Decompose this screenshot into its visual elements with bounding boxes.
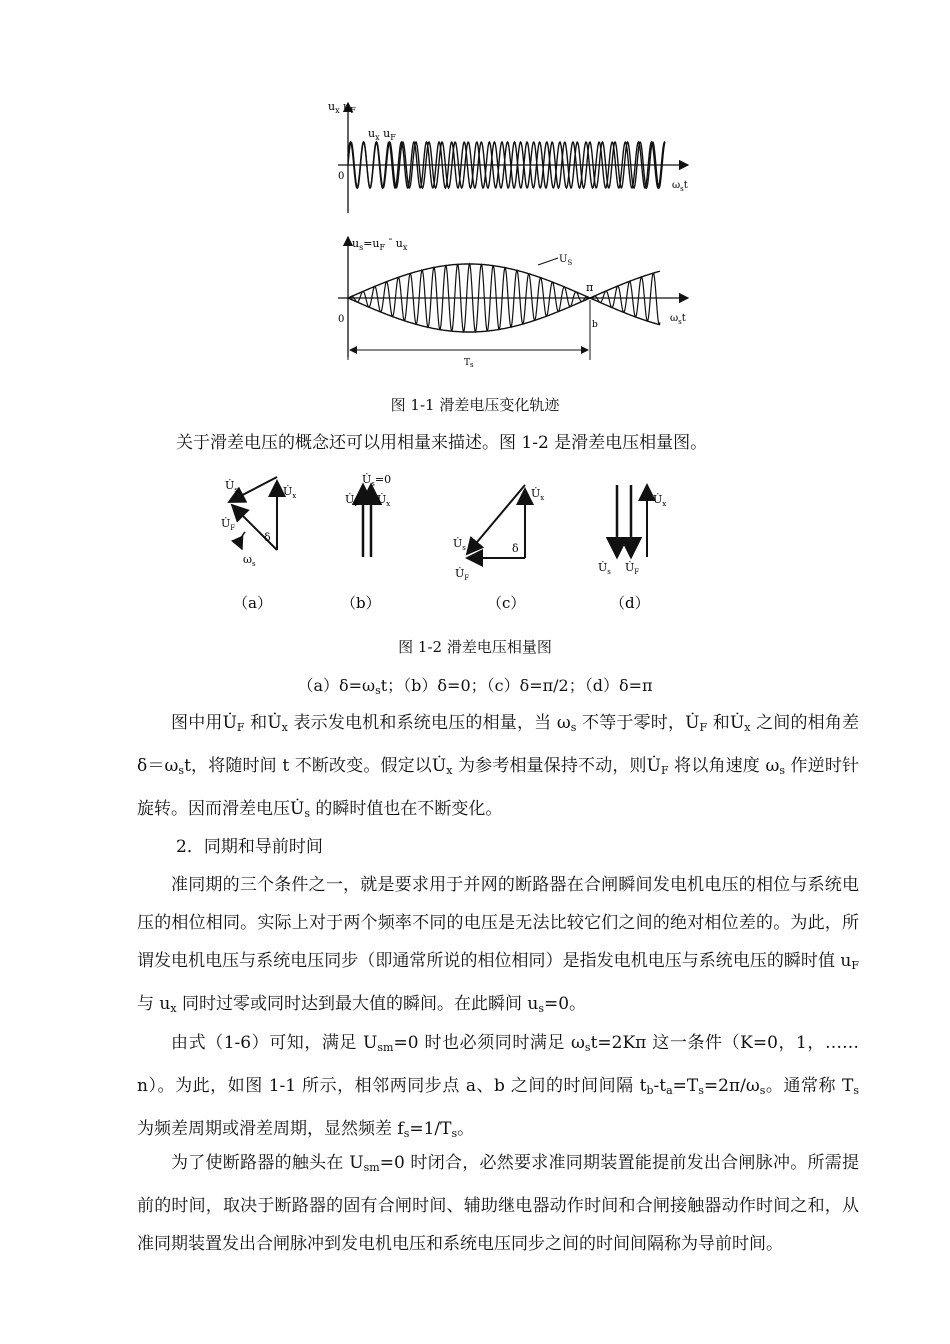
origin-label-bottom: 0 xyxy=(338,314,345,325)
svg-text:U̇s: $U̇_s$ xyxy=(453,537,466,552)
origin-label-top: 0 xyxy=(338,171,345,182)
paragraph-lead-time: 为了使断路器的触头在 $U_{sm}=0$ 时闭合，必然要求准同期装置能提前发出合闸脉冲。所需提前的时间，取决于断路器的固有合闸时间、辅助继电器动作时间和合闸接触器动作时间之和，从准同期装置发出合闸脉冲到发电机电压和系统电压同步之间的时间间隔称为导前时间。 xyxy=(137,1153,859,1254)
paragraph-formula: 由式（1-6）可知，满足 $U_{sm}=0$ 时也必须同时满足 $\omega_st=2K\pi$ 这一条件（K=0，1，……n）。为此，如图 1-1 所示，相邻两同步点 a、b 之间的时间间隔 $t_b-t_a=T_s=2\pi/\omega_s$。通常称 $T_s$ 为频差周期或滑差周期，显然频差 $f_s=1/T_s$。 xyxy=(137,1033,860,1140)
period-label: $T_s$ xyxy=(464,358,474,369)
figure-1-2 xyxy=(205,465,695,615)
panel-label-c: （c） xyxy=(487,594,526,612)
figure-1-2-caption: 图 1-2 滑差电压相量图 xyxy=(398,638,552,656)
svg-text:U̇x: $U̇_x$ xyxy=(531,487,545,502)
svg-text:U̇F: $U̇_F$ xyxy=(455,567,470,582)
envelope-label: $U_S$ xyxy=(559,254,573,267)
phasor-c xyxy=(453,485,544,582)
phasor-b xyxy=(345,473,391,557)
svg-text:U̇s: $U̇_s$ xyxy=(598,561,611,576)
svg-text:ωs: $\omega_s$ xyxy=(243,553,256,568)
paragraph-phasor: 图中用$U̇_F$ 和$U̇_x$ 表示发电机和系统电压的相量，当 $\omega_s$ 不等于零时，$U̇_F$ 和$U̇_x$ 之间的相角差 $\delta=\omega_st$，将随时间 t 不断改变。假定以$U̇_x$ 为参考相量保持不动，则$U̇_F$ 将以角速度 $\omega_s$ 作逆时针旋转。因而滑差电压$U̇_s$ 的瞬时值也在不断变化。 xyxy=(137,713,860,820)
svg-text:U̇F: $U̇_F$ xyxy=(221,517,236,532)
x-axis-label-bottom: $\omega_st$ xyxy=(670,313,686,326)
pi-label: π xyxy=(586,281,594,294)
svg-text:U̇s=0: $U̇_s=0$ xyxy=(362,473,392,488)
svg-text:U̇x: $U̇_x$ xyxy=(283,485,297,500)
svg-text:U̇F: $U̇_F$ xyxy=(345,493,360,508)
phasor-d xyxy=(598,485,666,576)
svg-text:U̇F: $U̇_F$ xyxy=(625,561,640,576)
svg-text:U̇x: $U̇_x$ xyxy=(377,493,391,508)
phasor-a xyxy=(221,477,296,568)
svg-text:U̇s: $U̇_s$ xyxy=(225,479,238,494)
bottom-axis-label: $u_s=u_F - u_x$ xyxy=(352,232,408,252)
paragraph-sync: 准同期的三个条件之一，就是要求用于并网的断路器在合闸瞬间发电机电压的相位与系统电压的相位相同。实际上对于两个频率不同的电压是无法比较它们之间的绝对相位差的。为此，所谓发电机电压与系统电压同步（即通常所说的相位相同）是指发电机电压与系统电压的瞬时值 $u_F$ 与 $u_x$ 同时过零或同时达到最大值的瞬间。在此瞬间 $u_s=0$。 xyxy=(137,875,859,1015)
svg-text:δ: δ xyxy=(512,542,519,555)
panel-label-b: （b） xyxy=(341,594,381,612)
svg-text:U̇x: $U̇_x$ xyxy=(653,493,667,508)
b-label: b xyxy=(592,320,598,330)
figure-1-1-caption: 图 1-1 滑差电压变化轨迹 xyxy=(390,396,560,414)
panel-label-d: （d） xyxy=(610,594,650,612)
intro-line: 关于滑差电压的概念还可以用相量来描述。图 1-2 是滑差电压相量图。 xyxy=(176,433,708,453)
svg-text:δ: δ xyxy=(264,531,271,544)
x-axis-label-top: $\omega_st$ xyxy=(672,180,688,193)
top-axis-label: $u_x$ $u_F$ xyxy=(328,100,356,115)
figure-1-1 xyxy=(320,95,700,375)
section-title: 2．同期和导前时间 xyxy=(176,837,323,857)
panel-label-a: （a） xyxy=(233,594,272,612)
figure-1-2-subcaption: $(a)\delta=\omega_st$；（b）δ=0；（c）δ=π/2；（d）δ=π xyxy=(297,676,653,697)
top-wave-label: $u_x$ $u_F$ xyxy=(368,127,396,142)
